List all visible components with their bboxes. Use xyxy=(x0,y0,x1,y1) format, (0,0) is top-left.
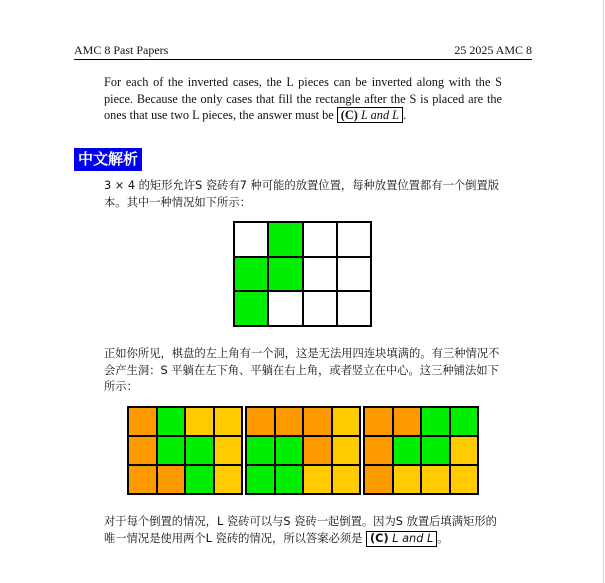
grid-cell-yellow xyxy=(214,407,243,436)
grid-cell-orange xyxy=(246,407,275,436)
example-grid xyxy=(233,221,372,327)
grid-cell-yellow xyxy=(332,436,361,465)
tiling-grid-2 xyxy=(245,406,361,495)
grid-cell-yellow xyxy=(450,465,479,494)
grid-cell-orange xyxy=(128,465,157,494)
grid-cell-white xyxy=(234,222,268,257)
answer-label-zh: (C) xyxy=(370,531,389,545)
grid-cell-green xyxy=(275,436,304,465)
grid-cell-green xyxy=(157,407,186,436)
answer-box-zh xyxy=(366,531,437,547)
grid-cell-green xyxy=(268,257,302,292)
grid-cell-white xyxy=(337,257,371,292)
english-period: . xyxy=(403,108,407,122)
chinese-text-3: 对于每个倒置的情况，L 瓷砖可以与S 瓷砖一起倒置。因为S 放置后填满矩形的唯一情况是使用两个L 瓷砖的情况，所以答案必须是 xyxy=(104,515,497,545)
grid-cell-white xyxy=(303,222,337,257)
grid-cell-yellow xyxy=(303,465,332,494)
grid-cell-orange xyxy=(393,407,422,436)
tiling-grid-3 xyxy=(363,406,479,495)
grid-cell-white xyxy=(337,222,371,257)
grid-cell-green xyxy=(185,436,214,465)
grid-cell-orange xyxy=(364,407,393,436)
grid-cell-green xyxy=(246,436,275,465)
section-title: 中文解析 xyxy=(74,148,142,171)
grid-cell-orange xyxy=(128,407,157,436)
grid-cell-orange xyxy=(275,407,304,436)
grid-cell-orange xyxy=(157,465,186,494)
grid-cell-green xyxy=(421,436,450,465)
grid-cell-orange xyxy=(364,465,393,494)
english-text: For each of the inverted cases, the L pieces can be inverted along with the S piece. Because the only cases that fill the rectangle after the S is placed are the ones that use two L pieces, the answer must be xyxy=(104,75,502,122)
grid-cell-green xyxy=(234,291,268,326)
chinese-paragraph-2: 正如你所见，棋盘的左上角有一个洞，这是无法用四连块填满的。有三种情况不会产生洞：S 平躺在左下角、平躺在右上角，或者竖立在中心。这三种铺法如下所示： xyxy=(104,347,500,393)
grid-cell-orange xyxy=(303,436,332,465)
grid-cell-white xyxy=(303,291,337,326)
header-right: 25 2025 AMC 8 xyxy=(454,43,532,57)
grid-cell-orange xyxy=(128,436,157,465)
grid-cell-green xyxy=(268,222,302,257)
english-paragraph xyxy=(104,74,502,124)
grid-cell-green xyxy=(450,407,479,436)
grid-cell-green xyxy=(393,436,422,465)
grid-cell-yellow xyxy=(214,465,243,494)
grid-cell-white xyxy=(268,291,302,326)
grid-cell-yellow xyxy=(450,436,479,465)
grid-cell-green xyxy=(234,257,268,292)
chinese-paragraph-3 xyxy=(104,514,502,547)
grid-cell-yellow xyxy=(421,465,450,494)
tiling-grid-1 xyxy=(127,406,243,495)
answer-value: L and L xyxy=(360,108,400,122)
grid-cell-green xyxy=(246,465,275,494)
header-rule xyxy=(74,59,532,60)
grid-cell-white xyxy=(337,291,371,326)
grid-cell-yellow xyxy=(332,407,361,436)
grid-cell-yellow xyxy=(332,465,361,494)
chinese-period: 。 xyxy=(437,531,449,545)
grid-cell-green xyxy=(421,407,450,436)
grid-cell-white xyxy=(303,257,337,292)
answer-value-zh: L and L xyxy=(392,531,434,545)
answer-label: (C) xyxy=(340,108,358,122)
grid-cell-yellow xyxy=(214,436,243,465)
grid-cell-yellow xyxy=(185,407,214,436)
grid-cell-green xyxy=(157,436,186,465)
grid-cell-orange xyxy=(303,407,332,436)
grid-cell-orange xyxy=(364,436,393,465)
answer-box xyxy=(337,107,403,123)
chinese-paragraph-1: 3 × 4 的矩形允许S 瓷砖有7 种可能的放置位置，每种放置位置都有一个倒置版本。其中一种情况如下所示： xyxy=(104,179,500,209)
grid-cell-green xyxy=(275,465,304,494)
header-left: AMC 8 Past Papers xyxy=(74,43,169,57)
grid-cell-yellow xyxy=(393,465,422,494)
grid-cell-green xyxy=(185,465,214,494)
